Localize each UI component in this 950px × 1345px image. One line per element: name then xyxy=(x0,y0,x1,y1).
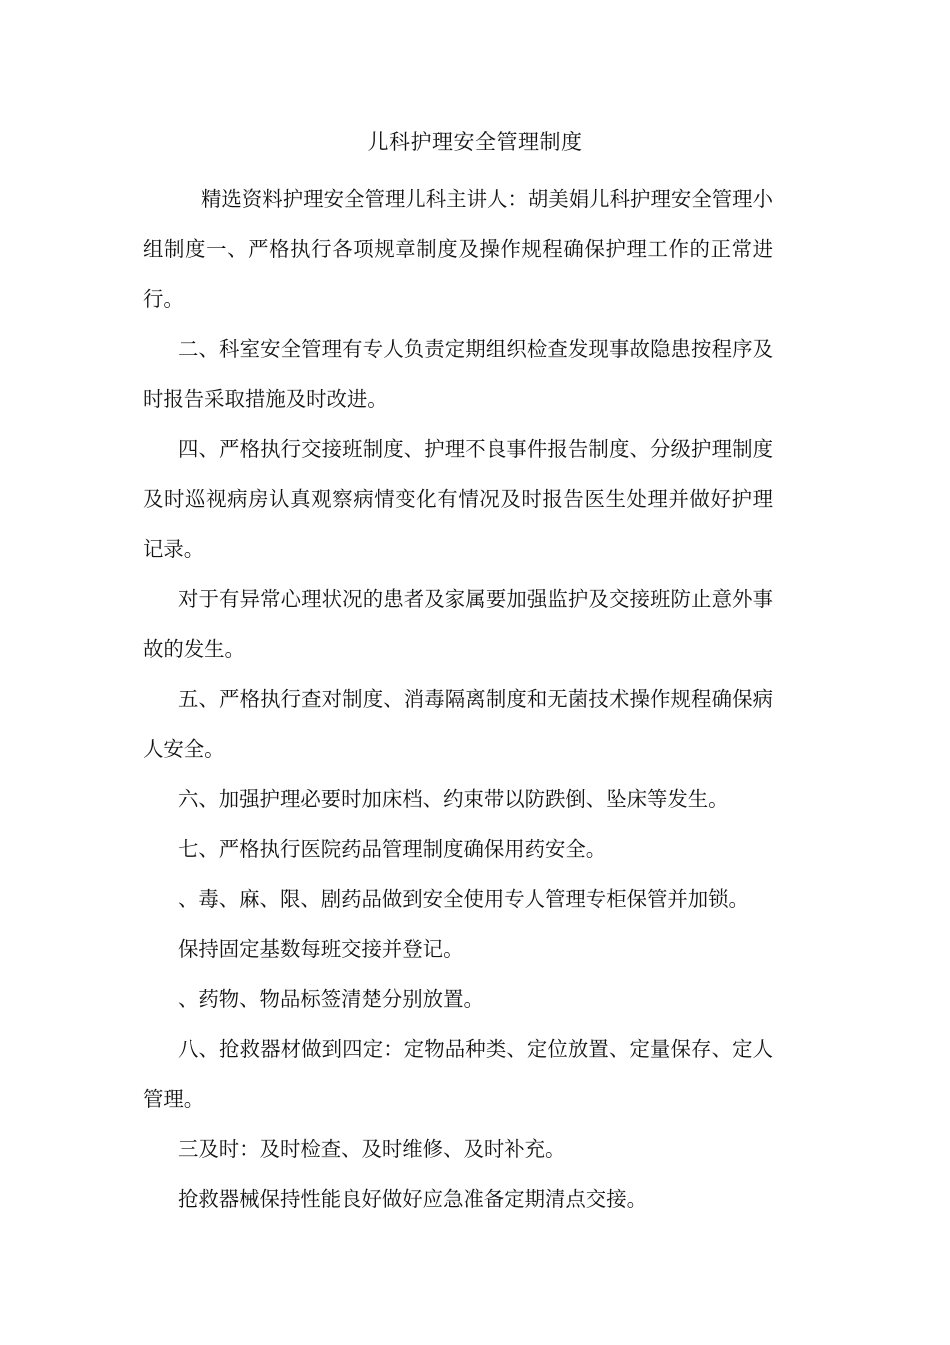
paragraph-item-8: 八、抢救器材做到四定：定物品种类、定位放置、定量保存、定人管理。 xyxy=(143,1037,773,1111)
paragraph-item-4: 四、严格执行交接班制度、护理不良事件报告制度、分级护理制度及时巡视病房认真观察病情变化有情况及时报告医生处理并做好护理记录。 xyxy=(143,437,773,561)
paragraph-item-5: 五、严格执行查对制度、消毒隔离制度和无菌技术操作规程确保病人安全。 xyxy=(143,687,773,761)
paragraph-fixed-stock: 保持固定基数每班交接并登记。 xyxy=(178,937,464,961)
paragraph-controlled-drugs: 、毒、麻、限、剧药品做到安全使用专人管理专柜保管并加锁。 xyxy=(178,887,749,911)
document-body xyxy=(143,174,773,1224)
document-title: 儿科护理安全管理制度 xyxy=(367,130,583,154)
paragraph-labels: 、药物、物品标签清楚分别放置。 xyxy=(178,987,484,1011)
paragraph-intro: 精选资料护理安全管理儿科主讲人：胡美娟儿科护理安全管理小组制度一、严格执行各项规章制度及操作规程确保护理工作的正常进行。 xyxy=(143,187,773,311)
paragraph-three-timely: 三及时：及时检查、及时维修、及时补充。 xyxy=(178,1137,566,1161)
paragraph-item-2: 二、科室安全管理有专人负责定期组织检查发现事故隐患按程序及时报告采取措施及时改进。 xyxy=(143,337,773,411)
paragraph-psych-monitoring: 对于有异常心理状况的患者及家属要加强监护及交接班防止意外事故的发生。 xyxy=(143,587,773,661)
paragraph-rescue-equipment: 抢救器械保持性能良好做好应急准备定期清点交接。 xyxy=(178,1187,647,1211)
paragraph-item-7: 七、严格执行医院药品管理制度确保用药安全。 xyxy=(178,837,607,861)
paragraph-item-6: 六、加强护理必要时加床档、约束带以防跌倒、坠床等发生。 xyxy=(178,787,729,811)
